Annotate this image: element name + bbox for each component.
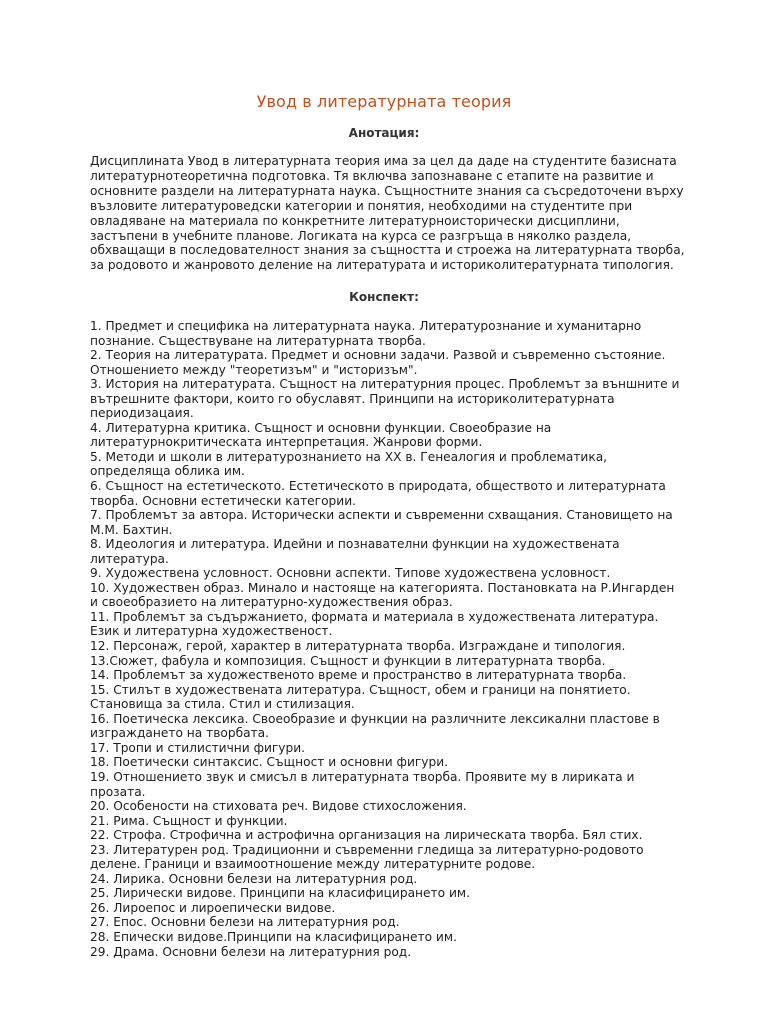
- konspekt-item: 20. Особености на стиховата реч. Видове стихосложения.: [90, 799, 467, 814]
- konspekt-item: 19. Отношението звук и смисъл в литературната творба. Проявите му в лириката и прозата.: [90, 769, 635, 799]
- konspekt-item: 15. Стилът в художествената литература. Същност, обем и граници на понятието. Становища за стила. Стил и стилизация.: [90, 682, 631, 712]
- konspekt-item: 24. Лирика. Основни белези на литературния род.: [90, 871, 418, 886]
- annotation-heading: Анотация:: [348, 126, 420, 140]
- konspekt-item: 13.Сюжет, фабула и композиция. Същност и функции в литературната творба.: [90, 653, 606, 668]
- konspekt-item: 7. Проблемът за автора. Исторически аспекти и съвременни схващания. Становището на М.М. Бахтин.: [90, 508, 673, 537]
- konspekt-item: 11. Проблемът за съдържанието, формата и материала в художествената литература. Език и литературна художественост.: [90, 609, 659, 639]
- konspekt-item: 29. Драма. Основни белези на литературния род.: [90, 944, 412, 959]
- konspekt-item: 22. Строфа. Строфична и астрофична организация на лирическата творба. Бял стих.: [90, 828, 643, 843]
- konspekt-item: 1. Предмет и специфика на литературната наука. Литературознание и хуманитарно познание. Съществуване на литературната творба.: [90, 319, 642, 348]
- konspekt-item: 8. Идеология и литература. Идейни и познавателни функции на художествената литература.: [90, 537, 620, 566]
- konspekt-item: 18. Поетически синтаксис. Същност и основни фигури.: [90, 755, 449, 770]
- konspekt-item: 27. Епос. Основни белези на литературния род.: [90, 915, 400, 930]
- konspekt-item: 2. Теория на литературата. Предмет и основни задачи. Развой и съвременно състояние. Отношението между "теоретизъм" и "историзъм".: [90, 348, 666, 377]
- konspekt-item: 5. Методи и школи в литературознанието на ХХ в. Генеалогия и проблематика, определяща облика им.: [90, 449, 608, 479]
- konspekt-item: 26. Лироепос и лироепически видове.: [90, 900, 336, 915]
- konspekt-item: 25. Лирически видове. Принципи на класифицирането им.: [90, 886, 470, 901]
- konspekt-item: 21. Рима. Същност и функции.: [90, 813, 288, 828]
- document-title: Увод в литературната теория: [256, 92, 512, 111]
- konspekt-item: 12. Персонаж, герой, характер в литературната творба. Изграждане и типология.: [90, 639, 626, 654]
- konspekt-item: 3. История на литературата. Същност на литературния процес. Проблемът за външните и вътрешните фактори, които го обуславят. Принципи на историколитературната периодизацаия.: [90, 377, 680, 421]
- konspekt-item: 28. Епически видове.Принципи на класифицирането им.: [90, 929, 457, 944]
- konspekt-item: 17. Тропи и стилистични фигури.: [90, 740, 306, 755]
- konspekt-item: 23. Литературен род. Традиционни и съвременни гледища за литературно-родовото делене. Граници и взаимоотношение между литературните родове.: [90, 842, 644, 872]
- konspekt-item: 14. Проблемът за художественото време и пространство в литературната творба.: [90, 668, 627, 683]
- konspekt-item: 4. Литературна критика. Същност и основни функции. Своеобразие на литературнокритическата интерпретация. Жанрови форми.: [90, 420, 552, 450]
- konspekt-heading: Конспект:: [349, 290, 419, 304]
- konspekt-item: 9. Художествена условност. Основни аспекти. Типове художествена условност.: [90, 566, 611, 581]
- annotation-text: Дисциплината Увод в литературната теория има за цел да даде на студентите базисната литературнотеоретична подготовка. Тя включва запознаване с етапите на развитие и основните раздели на литературната наука. Същностните знания са съсредоточени върху възловите литературоведски категории и понятия, необходими на студентите при овладяване на материала по конкретните литературноисторически дисциплини, застъпени в учебните планове. Логиката на курса се разгръща в няколко раздела, обхващащи в последователност знания за същността и строежа на литературната творба, за родовото и жанровото деление на литературата и историколитературната типология.: [90, 154, 685, 273]
- konspekt-list: [90, 319, 710, 959]
- konspekt-item: 6. Същност на естетическото. Естетическото в природата, обществото и литературната творба. Основни естетически категории.: [90, 479, 666, 508]
- konspekt-item: 16. Поетическа лексика. Своеобразие и функции на различните лексикални пластове в изграждането на творбата.: [90, 711, 660, 741]
- konspekt-item: 10. Художествен образ. Минало и настояще на категорията. Постановката на Р.Ингарден и своеобразието на литературно-художествения образ.: [90, 580, 675, 610]
